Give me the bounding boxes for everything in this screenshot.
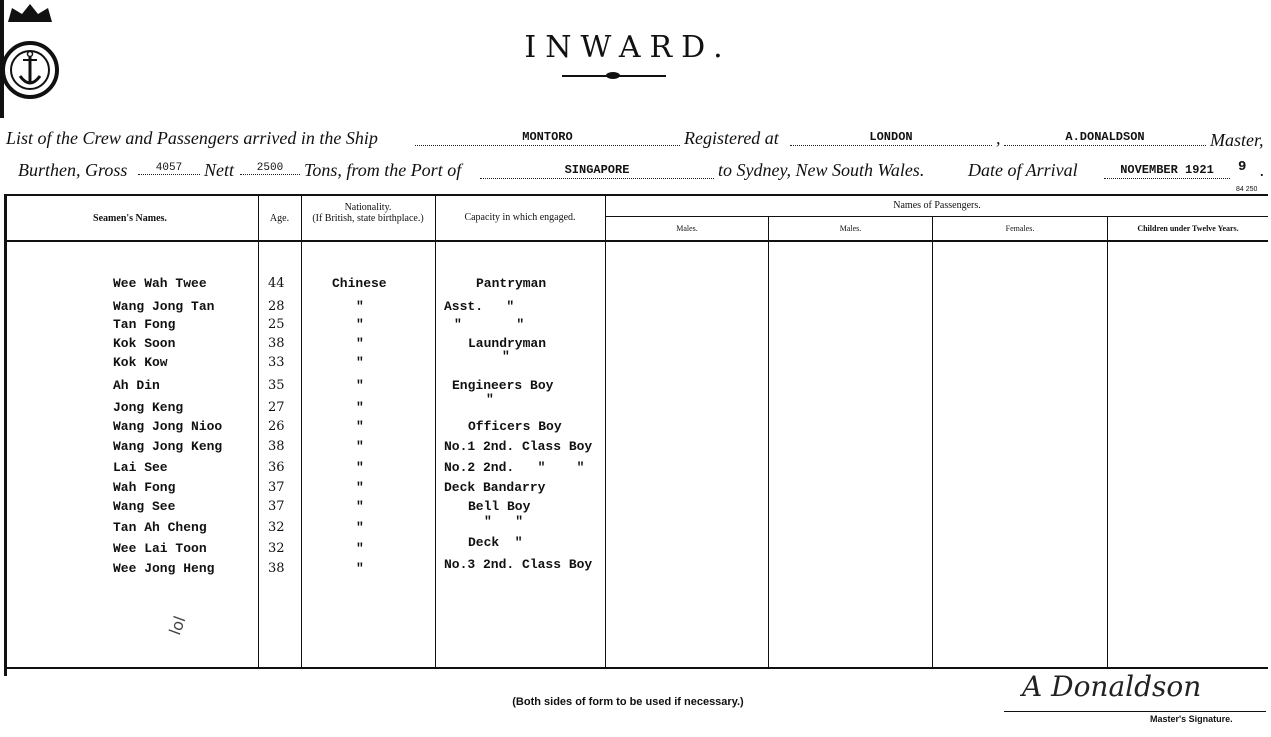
age-column-header: Age. — [269, 213, 290, 224]
table-row — [0, 557, 700, 579]
arrival-date-stamp: 9 — [1238, 159, 1247, 175]
seaman-nationality: " — [356, 317, 364, 332]
arrival-date-label: Date of Arrival — [968, 160, 1078, 180]
capacity-column-header: Capacity in which engaged. — [464, 212, 576, 223]
table-top-rule — [4, 194, 1268, 196]
table-row — [0, 535, 700, 559]
table-row — [0, 299, 700, 317]
seaman-name: Ah Din — [113, 378, 160, 393]
seaman-capacity: " — [486, 392, 494, 407]
seaman-age: 32 — [268, 520, 285, 535]
pencil-margin-mark: lol — [165, 613, 190, 638]
registered-label: Registered at — [684, 128, 779, 148]
seaman-capacity: Officers Boy — [468, 419, 562, 434]
seaman-name: Wee Lai Toon — [113, 541, 207, 556]
seaman-name: Wee Wah Twee — [113, 276, 207, 291]
seaman-nationality: " — [356, 480, 364, 495]
crew-list-label: List of the Crew and Passengers arrived in the Ship — [6, 128, 378, 148]
table-row — [0, 378, 700, 396]
seaman-nationality: " — [356, 561, 364, 576]
seaman-name: Tan Fong — [113, 317, 176, 332]
nationality-column-header: Nationality. — [344, 202, 392, 213]
table-row — [0, 460, 700, 478]
seaman-capacity: No.2 2nd. " " — [444, 460, 585, 475]
master-name-field: A.DONALDSON — [1004, 130, 1206, 146]
children-column-header: Children under Twelve Years. — [1137, 224, 1239, 233]
nationality-column-note: (If British, state birthplace.) — [312, 213, 424, 224]
seaman-nationality: " — [356, 439, 364, 454]
table-row — [0, 349, 700, 373]
arrival-date-period: . — [1260, 160, 1265, 180]
seamen-column-header: Seamen's Names. — [93, 213, 167, 224]
seaman-name: Tan Ah Cheng — [113, 520, 207, 535]
seaman-age: 38 — [268, 561, 285, 576]
burthen-label: Burthen, Gross — [18, 160, 128, 180]
seaman-name: Wang Jong Nioo — [113, 419, 223, 434]
seaman-nationality: " — [356, 336, 364, 351]
table-row — [0, 392, 700, 418]
seaman-capacity: " " — [454, 317, 525, 332]
title-ornament — [606, 72, 620, 79]
table-bottom-rule — [4, 667, 1268, 669]
seaman-age: 25 — [268, 317, 285, 332]
passenger-subheader-rule — [606, 216, 1268, 217]
seaman-nationality: " — [356, 355, 364, 370]
seaman-name: Wang See — [113, 499, 176, 514]
gross-tons-field: 4057 — [138, 162, 200, 175]
seaman-age: 28 — [268, 299, 285, 314]
master-signature: A Donaldson — [1022, 670, 1202, 703]
seaman-nationality: " — [356, 419, 364, 434]
master-label: Master, — [1210, 130, 1264, 150]
table-row — [0, 514, 700, 538]
signature-rule — [1004, 711, 1266, 712]
females-column-rule — [932, 216, 933, 668]
seaman-name: Wang Jong Keng — [113, 439, 223, 454]
form-title: INWARD. — [524, 30, 732, 65]
seaman-age: 33 — [268, 355, 285, 370]
males2-column-rule — [768, 216, 769, 668]
table-header-rule — [4, 240, 1268, 242]
seaman-age: 32 — [268, 541, 285, 556]
table-row — [0, 317, 700, 335]
seaman-name: Jong Keng — [113, 400, 184, 415]
table-row — [0, 419, 700, 437]
table-row — [0, 276, 700, 294]
seaman-nationality: " — [356, 378, 364, 393]
seaman-capacity: Asst. " — [444, 299, 515, 314]
seaman-capacity: Bell Boy — [468, 499, 531, 514]
seaman-age: 27 — [268, 400, 285, 415]
seaman-capacity: Pantryman — [476, 276, 547, 291]
nett-label: Nett — [204, 160, 234, 180]
form-footer-note: (Both sides of form to be used if necessary.) — [512, 696, 744, 708]
seaman-nationality: " — [356, 299, 364, 314]
seaman-name: Kok Soon — [113, 336, 176, 351]
arrival-date-field: NOVEMBER 1921 — [1104, 163, 1230, 179]
seaman-age: 38 — [268, 439, 285, 454]
signature-label: Master's Signature. — [1150, 714, 1233, 724]
seaman-age: 35 — [268, 378, 285, 393]
seaman-nationality: " — [356, 400, 364, 415]
seaman-age: 37 — [268, 499, 285, 514]
departure-port-field: SINGAPORE — [480, 163, 714, 179]
seaman-capacity: " " — [484, 514, 524, 529]
header-comma: , — [996, 128, 1001, 148]
seaman-capacity: Engineers Boy — [452, 378, 554, 393]
seaman-capacity: Deck Bandarry — [444, 480, 546, 495]
seaman-nationality: " — [356, 460, 364, 475]
tons-port-label: Tons, from the Port of — [304, 160, 462, 180]
seaman-nationality: " — [356, 499, 364, 514]
seaman-nationality: " — [356, 541, 364, 556]
children-column-rule — [1107, 216, 1108, 668]
females-column-header: Females. — [1005, 224, 1035, 233]
seaman-capacity: Laundryman — [468, 336, 547, 351]
ship-name-field: MONTORO — [415, 130, 680, 146]
seaman-age: 37 — [268, 480, 285, 495]
seaman-name: Lai See — [113, 460, 168, 475]
table-row — [0, 480, 700, 498]
seaman-age: 26 — [268, 419, 285, 434]
passengers-column-header: Names of Passengers. — [893, 200, 981, 211]
seaman-capacity: " — [502, 349, 510, 364]
seaman-name: Wang Jong Tan — [113, 299, 215, 314]
males2-column-header: Males. — [839, 224, 862, 233]
destination-label: to Sydney, New South Wales. — [718, 160, 925, 180]
form-code: 84 250 — [1236, 186, 1258, 193]
table-row — [0, 439, 700, 457]
seaman-nationality: " — [356, 520, 364, 535]
seaman-name: Wee Jong Heng — [113, 561, 215, 576]
seaman-name: Wah Fong — [113, 480, 176, 495]
table-row — [0, 499, 700, 517]
nett-tons-field: 2500 — [240, 162, 300, 175]
registered-port-field: LONDON — [790, 130, 992, 146]
seaman-capacity: Deck " — [468, 535, 523, 550]
males1-column-header: Males. — [676, 224, 698, 233]
table-row — [0, 336, 700, 354]
seaman-age: 44 — [268, 276, 285, 291]
seaman-age: 36 — [268, 460, 285, 475]
seaman-capacity: No.1 2nd. Class Boy — [444, 439, 593, 454]
seaman-name: Kok Kow — [113, 355, 168, 370]
seaman-age: 38 — [268, 336, 285, 351]
seaman-capacity: No.3 2nd. Class Boy — [444, 557, 593, 572]
seaman-nationality: Chinese — [332, 276, 387, 291]
